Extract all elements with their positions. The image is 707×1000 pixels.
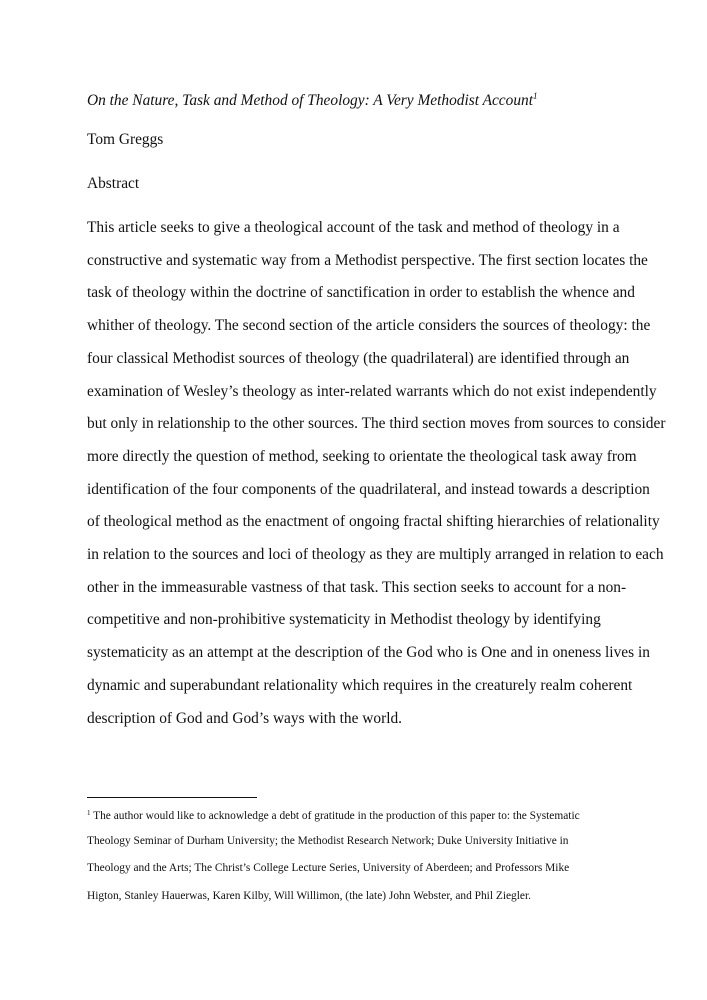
abstract-line: in relation to the sources and loci of theology as they are multiply arranged in relation to each bbox=[87, 546, 664, 563]
footnote-text: Theology and the Arts; The Christ’s College Lecture Series, University of Aberdeen; and Professors Mike bbox=[87, 862, 570, 874]
footnote-line bbox=[87, 861, 569, 875]
footnote-text: The author would like to acknowledge a debt of gratitude in the production of this paper to: the Systematic bbox=[93, 810, 580, 822]
footnote-divider bbox=[87, 797, 257, 798]
author-name: Tom Greggs bbox=[87, 131, 164, 148]
abstract-line: constructive and systematic way from a Methodist perspective. The first section locates the bbox=[87, 251, 648, 269]
abstract-line: whither of theology. The second section of the article considers the sources of theology: the bbox=[87, 317, 651, 335]
footnote-line bbox=[87, 806, 580, 823]
abstract-line: more directly the question of method, seeking to orientate the theological task away from bbox=[87, 447, 637, 465]
abstract-line: examination of Wesley’s theology as inter-related warrants which do not exist independently bbox=[87, 382, 657, 400]
abstract-line: description of God and God’s ways with the world. bbox=[87, 709, 403, 727]
abstract-line: identification of the four components of the quadrilateral, and instead towards a description bbox=[87, 480, 650, 498]
footnote-mark: 1 bbox=[533, 91, 538, 101]
abstract-line: four classical Methodist sources of theology (the quadrilateral) are identified through an bbox=[87, 349, 630, 367]
footnote-line bbox=[87, 889, 531, 903]
abstract-line: but only in relationship to the other sources. The third section moves from sources to consider bbox=[87, 415, 666, 433]
abstract-line: other in the immeasurable vastness of that task. This section seeks to account for a non- bbox=[87, 578, 627, 596]
title-text: On the Nature, Task and Method of Theology: A Very Methodist Account bbox=[87, 92, 533, 109]
footnote-number: 1 bbox=[87, 809, 91, 817]
abstract-line: competitive and non-prohibitive systematicity in Methodist theology by identifying bbox=[87, 611, 601, 629]
footnote-text: Higton, Stanley Hauerwas, Karen Kilby, Will Willimon, (the late) John Webster, and Phil Ziegler. bbox=[87, 889, 531, 902]
abstract-line: dynamic and superabundant relationality which requires in the creaturely realm coherent bbox=[87, 676, 633, 694]
abstract-line: systematicity as an attempt at the description of the God who is One and in oneness lives in bbox=[87, 644, 650, 662]
footnote-text: Theology Seminar of Durham University; the Methodist Research Network; Duke University Initiative in bbox=[87, 834, 569, 847]
abstract-line: of theological method as the enactment of ongoing fractal shifting hierarchies of relationality bbox=[87, 513, 660, 531]
abstract-heading: Abstract bbox=[87, 175, 140, 192]
abstract-line: This article seeks to give a theological account of the task and method of theology in a bbox=[87, 219, 620, 236]
footnote-line bbox=[87, 834, 568, 848]
paper-title bbox=[87, 87, 538, 110]
abstract-line: task of theology within the doctrine of sanctification in order to establish the whence and bbox=[87, 284, 635, 302]
